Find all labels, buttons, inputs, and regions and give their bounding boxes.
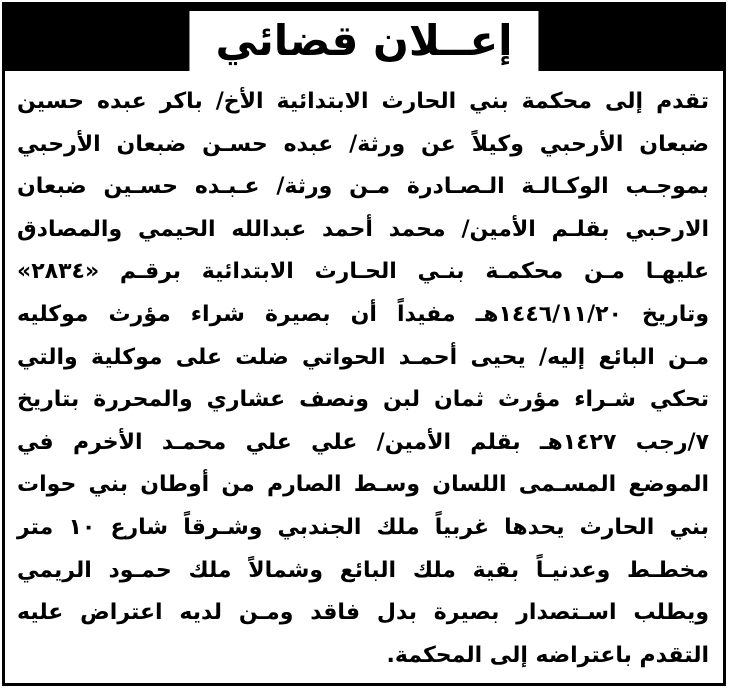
notice-line: بموجـب الوكـالـة الـصـادرة مـن ورثة/ عـبـده حسـين ضبعان: [17, 174, 709, 200]
notice-line: الموضع المسـمى اللسان وسـط الصارم من أوطان بني حوات: [17, 472, 709, 498]
notice-body: [17, 81, 709, 677]
notice-line: وتاريخ ١٤٤٦/١١/٢٠هـ مفيداً أن بصيرة شراء مؤرث موكليه: [17, 301, 709, 327]
notice-line: بني الحارث يحدها غربياً ملك الجندبي وشـرقاً شارع ١٠ متر: [17, 514, 709, 540]
notice-line: تحكي شـراء مؤرث ثمان لبن ونصف عشاري والمحررة بتاريخ: [17, 387, 709, 413]
notice-line: ٧/رجب ١٤٢٧هـ بقلم الأمين/ علي علي محمـد الأخرم في: [17, 429, 709, 455]
notice-line: ويطلب اسـتصدار بصيرة بدل فاقد ومـن لديه اعتراض عليه: [17, 600, 709, 626]
notice-line: مخطـط وعدنيـاً بقية ملك البائع وشمالاً ملك حمـود الريمي: [17, 557, 709, 583]
notice-line: عليهـا مـن محكمـة بنـي الحـارث الابتدائية برقـم «٢٨٣٤»: [17, 259, 709, 285]
notice-line: مـن البائع إليه/ يحيى أحمـد الحواتي ضلت على موكلية والتي: [17, 344, 709, 370]
notice-header-bar: [5, 5, 723, 71]
notice-line: ضبعان الأرحبي وكيلاً عن ورثة/ عبده حسـن ضبعان الأرحبي: [17, 131, 709, 157]
notice-line: الارحبي بقلـم الأمين/ محمد أحمد عبدالله الحيمي والمصادق: [17, 216, 709, 242]
notice-title: إعــلان قضائي: [189, 11, 538, 71]
legal-notice: [2, 2, 726, 686]
notice-line: تقدم إلى محكمة بني الحارث الابتدائية الأخ/ باكر عبده حسين: [17, 89, 709, 114]
notice-line: التقدم باعتراضه إلى المحكمة.: [386, 642, 709, 668]
